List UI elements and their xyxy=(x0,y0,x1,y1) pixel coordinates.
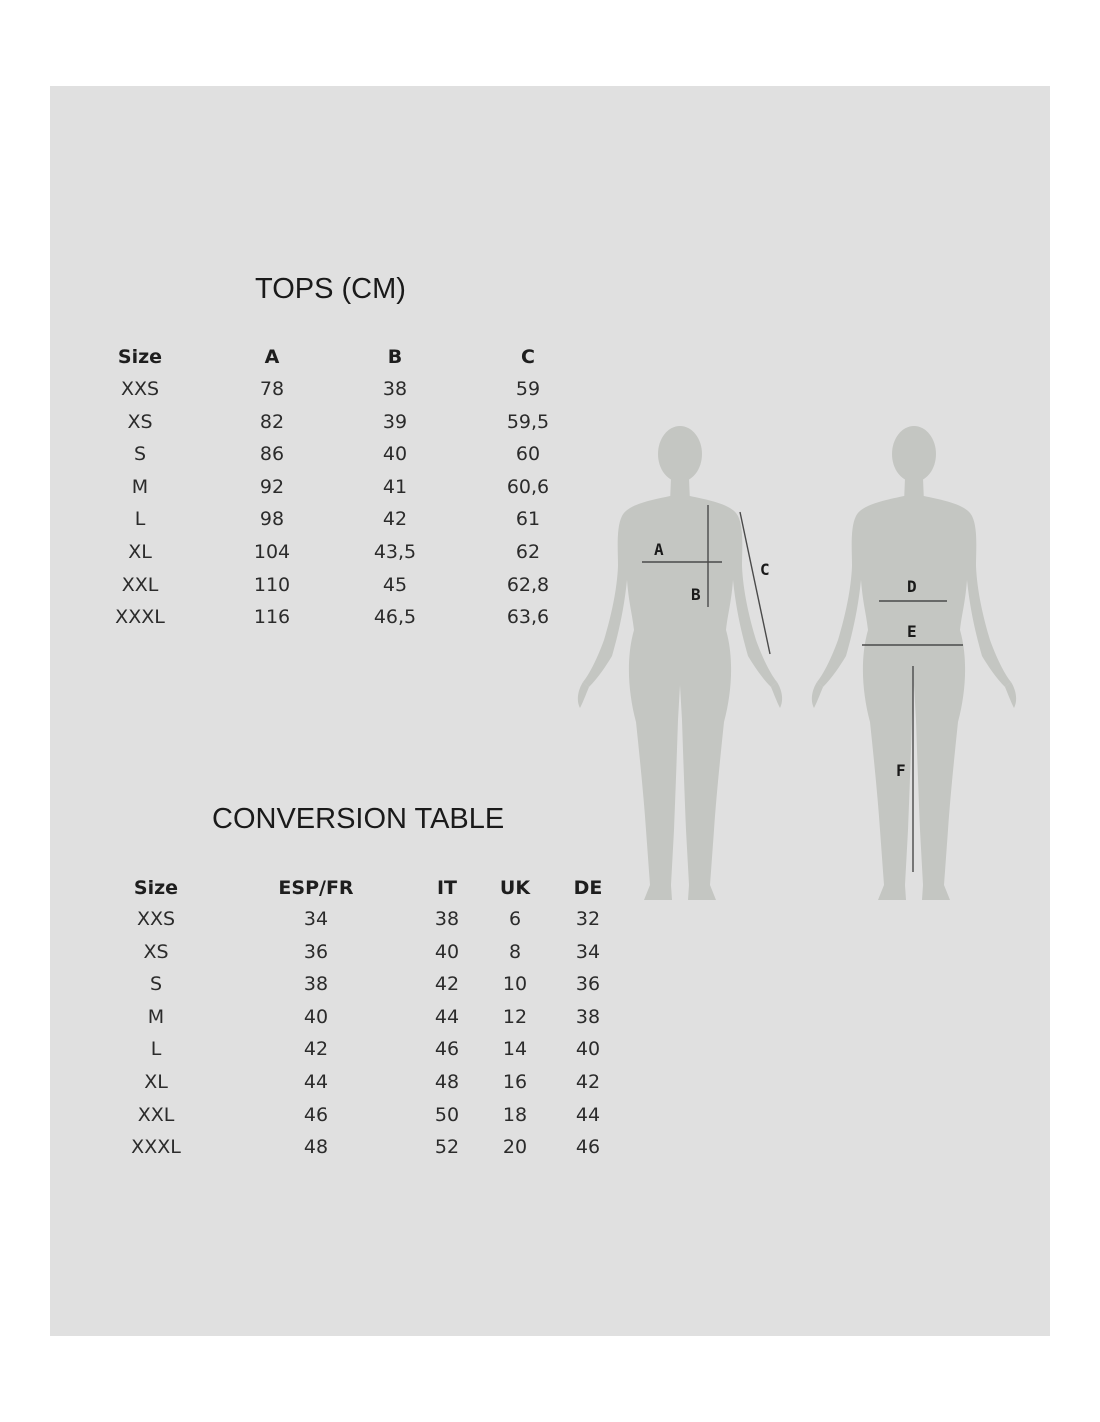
tops-header-3: C xyxy=(521,346,535,368)
conversion-cell-r7-c1: 48 xyxy=(303,1136,329,1159)
conversion-cell-r1-c0: XS xyxy=(143,940,169,963)
tops-cell-r2-c0: S xyxy=(133,443,147,466)
tops-cell-r5-c3: 62 xyxy=(515,541,541,563)
conversion-cell-r6-c2: 50 xyxy=(434,1103,460,1126)
conversion-cell-r1-c2: 40 xyxy=(434,940,460,963)
label-f: F xyxy=(896,761,906,780)
conversion-cell-r6-c1: 46 xyxy=(303,1103,329,1126)
label-b: B xyxy=(691,585,701,604)
tops-cell-r2-c1: 86 xyxy=(259,443,285,466)
tops-cell-r7-c0: XXXL xyxy=(115,606,165,629)
tops-cell-r0-c3: 59 xyxy=(515,378,541,400)
conversion-cell-r4-c4: 40 xyxy=(575,1038,601,1061)
conversion-cell-r4-c2: 46 xyxy=(434,1038,460,1061)
label-e: E xyxy=(907,622,917,641)
tops-header-2: B xyxy=(387,346,403,368)
conversion-cell-r1-c4: 34 xyxy=(575,940,601,963)
tops-cell-r7-c3: 63,6 xyxy=(506,606,550,629)
conversion-cell-r0-c1: 34 xyxy=(303,908,329,930)
conversion-cell-r3-c2: 44 xyxy=(434,1005,460,1028)
tops-cell-r1-c3: 59,5 xyxy=(506,410,550,433)
conversion-cell-r3-c4: 38 xyxy=(575,1005,601,1028)
conversion-cell-r3-c1: 40 xyxy=(303,1005,329,1028)
conversion-cell-r6-c0: XXL xyxy=(137,1103,175,1126)
conversion-cell-r7-c2: 52 xyxy=(434,1136,460,1159)
tops-cell-r0-c1: 78 xyxy=(259,378,285,400)
conversion-cell-r2-c3: 10 xyxy=(502,973,528,996)
front-body-figure xyxy=(578,426,782,900)
conversion-cell-r7-c3: 20 xyxy=(502,1136,528,1159)
conversion-cell-r4-c0: L xyxy=(150,1038,162,1061)
tops-cell-r0-c0: XXS xyxy=(120,378,160,400)
conversion-cell-r5-c0: XL xyxy=(144,1071,168,1093)
conversion-cell-r3-c3: 12 xyxy=(502,1005,528,1028)
tops-table-title: TOPS (CM) xyxy=(255,273,406,305)
tops-cell-r1-c2: 39 xyxy=(382,410,408,433)
label-a: A xyxy=(654,540,664,559)
tops-cell-r6-c3: 62,8 xyxy=(506,573,550,596)
conversion-cell-r5-c2: 48 xyxy=(434,1071,460,1093)
conversion-cell-r6-c3: 18 xyxy=(502,1103,528,1126)
tops-header-1: A xyxy=(264,346,280,368)
conversion-cell-r7-c0: XXXL xyxy=(131,1136,181,1159)
tops-header-0: Size xyxy=(117,346,163,368)
tops-cell-r6-c0: XXL xyxy=(121,573,159,596)
conversion-cell-r1-c1: 36 xyxy=(303,940,329,963)
conversion-cell-r7-c4: 46 xyxy=(575,1136,601,1159)
tops-cell-r6-c1: 110 xyxy=(253,573,291,596)
conversion-cell-r0-c2: 38 xyxy=(434,908,460,930)
tops-cell-r3-c1: 92 xyxy=(259,475,285,498)
conversion-table-title: CONVERSION TABLE xyxy=(212,803,505,835)
tops-cell-r0-c2: 38 xyxy=(382,378,408,400)
conversion-cell-r5-c4: 42 xyxy=(575,1071,601,1093)
tops-cell-r7-c2: 46,5 xyxy=(373,606,417,629)
conversion-cell-r4-c3: 14 xyxy=(502,1038,528,1061)
conversion-cell-r5-c3: 16 xyxy=(502,1071,528,1093)
tops-cell-r2-c3: 60 xyxy=(515,443,541,466)
conversion-cell-r5-c1: 44 xyxy=(303,1071,329,1093)
conversion-header-3: UK xyxy=(499,877,531,899)
conversion-cell-r0-c0: XXS xyxy=(136,908,176,930)
label-c: C xyxy=(760,560,770,579)
conversion-cell-r0-c3: 6 xyxy=(508,908,522,930)
conversion-cell-r4-c1: 42 xyxy=(303,1038,329,1061)
conversion-header-4: DE xyxy=(573,877,603,899)
conversion-header-0: Size xyxy=(133,877,179,899)
tops-cell-r4-c1: 98 xyxy=(259,508,285,531)
conversion-cell-r0-c4: 32 xyxy=(575,908,601,930)
tops-cell-r4-c2: 42 xyxy=(382,508,408,531)
conversion-cell-r2-c2: 42 xyxy=(434,973,460,996)
tops-cell-r5-c0: XL xyxy=(128,541,152,563)
tops-cell-r2-c2: 40 xyxy=(382,443,408,466)
conversion-header-2: IT xyxy=(436,877,458,899)
conversion-cell-r3-c0: M xyxy=(147,1005,165,1028)
tops-cell-r6-c2: 45 xyxy=(382,573,408,596)
conversion-cell-r1-c3: 8 xyxy=(508,940,522,963)
tops-cell-r4-c3: 61 xyxy=(515,508,541,531)
conversion-header-1: ESP/FR xyxy=(278,877,354,899)
conversion-cell-r2-c0: S xyxy=(149,973,163,996)
label-d: D xyxy=(907,577,917,596)
tops-cell-r5-c1: 104 xyxy=(253,541,291,563)
tops-cell-r4-c0: L xyxy=(134,508,146,531)
tops-cell-r1-c1: 82 xyxy=(259,410,285,433)
conversion-cell-r2-c1: 38 xyxy=(303,973,329,996)
tops-cell-r3-c0: M xyxy=(131,475,149,498)
tops-cell-r1-c0: XS xyxy=(127,410,153,433)
conversion-cell-r6-c4: 44 xyxy=(575,1103,601,1126)
tops-cell-r3-c2: 41 xyxy=(382,475,408,498)
tops-cell-r5-c2: 43,5 xyxy=(373,541,417,563)
tops-cell-r7-c1: 116 xyxy=(253,606,291,629)
conversion-cell-r2-c4: 36 xyxy=(575,973,601,996)
back-body-figure xyxy=(812,426,1016,900)
tops-cell-r3-c3: 60,6 xyxy=(506,475,550,498)
